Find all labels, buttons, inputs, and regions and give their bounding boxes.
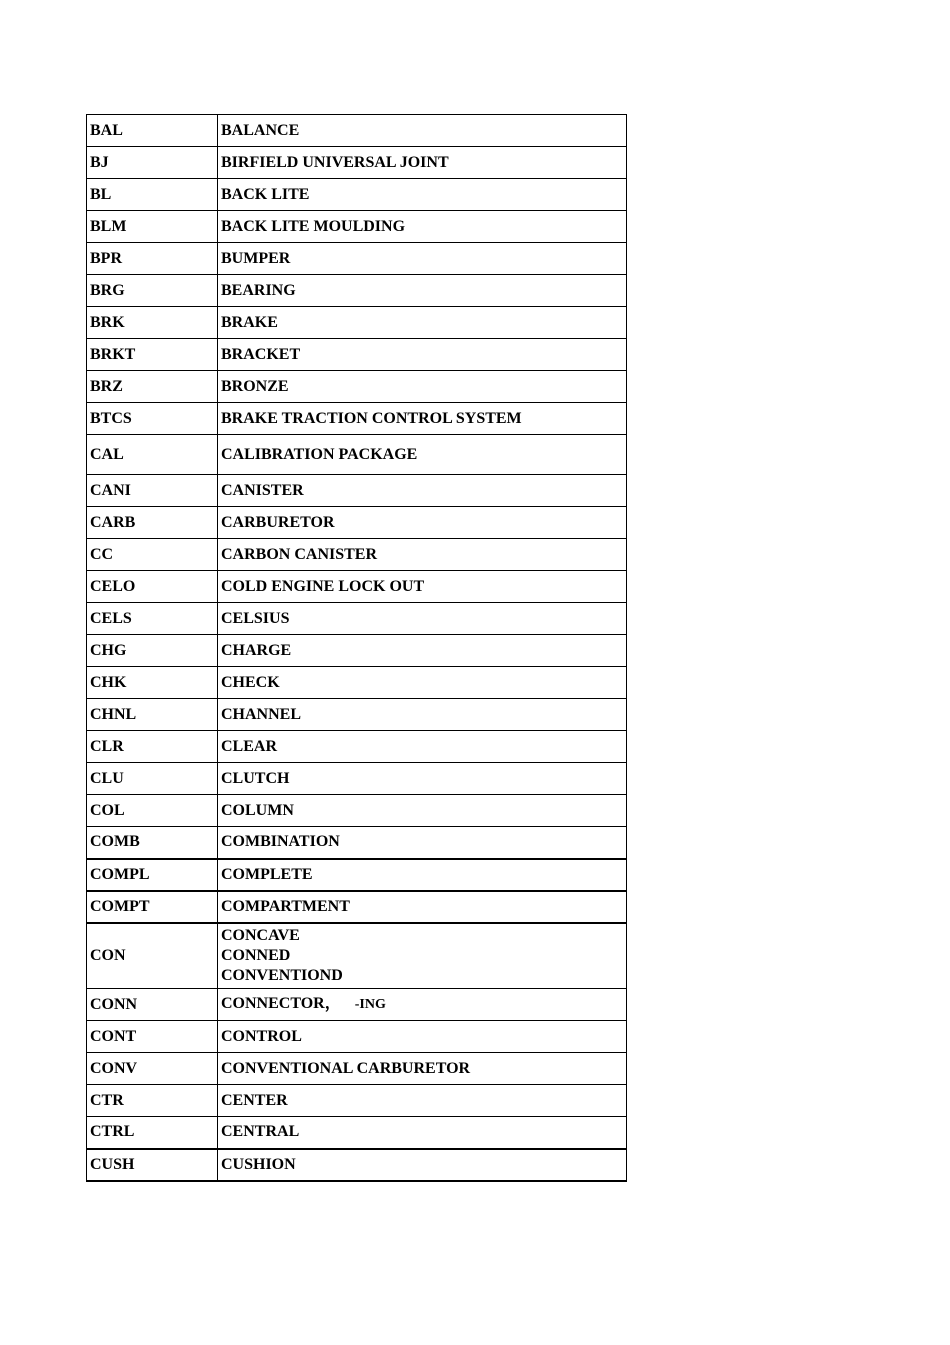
abbreviation-cell: BRK [87,307,218,339]
meaning-line: CONNECTOR， [221,995,341,1012]
meaning-cell [218,307,627,339]
abbreviation-cell: BL [87,179,218,211]
table-row [87,989,627,1021]
table-row [87,147,627,179]
abbreviation-cell: BLM [87,211,218,243]
abbreviation-cell: CONT [87,1021,218,1053]
table-row [87,243,627,275]
abbreviation-cell: CTRL [87,1117,218,1149]
meaning-cell [218,211,627,243]
abbreviation-cell: COMB [87,827,218,859]
table-row [87,1149,627,1181]
meaning-line: COLUMN [221,801,294,819]
table-row [87,275,627,307]
meaning-line: CARBURETOR [221,513,335,531]
meaning-line: CENTRAL [221,1123,300,1141]
meaning-line: CONVENTIOND [221,966,343,984]
table-row [87,1117,627,1149]
table-row [87,1021,627,1053]
meaning-line: BRAKE [221,313,278,331]
meaning-line: CONCAVE [221,926,300,944]
table-row [87,603,627,635]
meaning-line: CHANNEL [221,705,302,723]
meaning-cell [218,1117,627,1149]
abbreviation-cell: BAL [87,115,218,147]
meaning-line: COMBINATION [221,833,340,851]
abbreviation-cell: BPR [87,243,218,275]
meaning-cell [218,339,627,371]
meaning-line: BIRFIELD UNIVERSAL JOINT [221,153,449,171]
abbreviation-table [86,114,627,1182]
table-row [87,211,627,243]
table-row [87,539,627,571]
meaning-line: BRAKE TRACTION CONTROL SYSTEM [221,409,522,427]
meaning-line: CHARGE [221,641,292,659]
meaning-line: BACK LITE [221,185,310,203]
meaning-cell [218,635,627,667]
meaning-cell [218,243,627,275]
meaning-line: CANISTER [221,481,304,499]
meaning-cell [218,371,627,403]
abbreviation-cell: BJ [87,147,218,179]
meaning-cell [218,667,627,699]
meaning-cell [218,923,627,989]
table-row [87,507,627,539]
meaning-cell [218,179,627,211]
meaning-cell [218,1149,627,1181]
table-row [87,859,627,891]
meaning-cell [218,731,627,763]
table-row [87,699,627,731]
meaning-line: COMPARTMENT [221,897,350,915]
meaning-cell [218,475,627,507]
meaning-cell [218,763,627,795]
table-row [87,179,627,211]
meaning-line: COMPLETE [221,865,313,883]
abbreviation-cell: COMPT [87,891,218,923]
meaning-line: CHECK [221,673,280,691]
table-row [87,571,627,603]
meaning-cell [218,435,627,475]
abbreviation-cell: BRKT [87,339,218,371]
meaning-cell [218,1085,627,1117]
meaning-cell [218,891,627,923]
meaning-cell [218,1021,627,1053]
table-row [87,731,627,763]
meaning-cell [218,989,627,1021]
abbreviation-cell: CARB [87,507,218,539]
table-row [87,371,627,403]
abbreviation-cell: CTR [87,1085,218,1117]
abbreviation-cell: CHG [87,635,218,667]
meaning-line: BUMPER [221,249,291,267]
table-row [87,635,627,667]
abbreviation-cell: CELO [87,571,218,603]
meaning-cell [218,275,627,307]
abbreviation-cell: CANI [87,475,218,507]
table-row [87,403,627,435]
table-row [87,827,627,859]
table-row [87,1085,627,1117]
meaning-line: CELSIUS [221,609,290,627]
abbreviation-cell: BTCS [87,403,218,435]
meaning-cell [218,827,627,859]
meaning-suffix: -ING [354,997,386,1012]
table-row [87,435,627,475]
meaning-cell [218,571,627,603]
meaning-cell [218,795,627,827]
abbreviation-cell: CAL [87,435,218,475]
abbreviation-cell: COMPL [87,859,218,891]
table-row [87,115,627,147]
meaning-line: CUSHION [221,1155,296,1173]
meaning-line: CLEAR [221,737,278,755]
table-row [87,475,627,507]
abbreviation-table-body [87,115,627,1181]
meaning-line: CONNED [221,946,291,964]
abbreviation-cell: CHK [87,667,218,699]
meaning-line: CALIBRATION PACKAGE [221,445,418,463]
abbreviation-cell: CONN [87,989,218,1021]
meaning-line: BRACKET [221,345,301,363]
meaning-line: BACK LITE MOULDING [221,217,406,235]
meaning-line: CONVENTIONAL CARBURETOR [221,1059,471,1077]
meaning-cell [218,147,627,179]
meaning-cell [218,603,627,635]
abbreviation-cell: CELS [87,603,218,635]
table-row [87,1053,627,1085]
meaning-cell [218,699,627,731]
meaning-line: BRONZE [221,377,289,395]
table-row [87,923,627,989]
meaning-line: COLD ENGINE LOCK OUT [221,577,425,595]
meaning-cell [218,1053,627,1085]
table-row [87,307,627,339]
table-row [87,339,627,371]
abbreviation-cell: BRG [87,275,218,307]
abbreviation-cell: CLR [87,731,218,763]
table-row [87,795,627,827]
meaning-line: CLUTCH [221,769,290,787]
meaning-line: CENTER [221,1091,288,1109]
meaning-line: BALANCE [221,121,300,139]
abbreviation-cell: CUSH [87,1149,218,1181]
table-row [87,891,627,923]
meaning-line: CARBON CANISTER [221,545,378,563]
meaning-cell [218,859,627,891]
meaning-line: BEARING [221,281,296,299]
abbreviation-cell: BRZ [87,371,218,403]
abbreviation-cell: CC [87,539,218,571]
meaning-line: CONTROL [221,1027,302,1045]
abbreviation-cell: CONV [87,1053,218,1085]
abbreviation-cell: CON [87,923,218,989]
table-row [87,667,627,699]
meaning-cell [218,403,627,435]
meaning-cell [218,115,627,147]
abbreviation-cell: COL [87,795,218,827]
abbreviation-cell: CLU [87,763,218,795]
meaning-cell [218,539,627,571]
table-row [87,763,627,795]
meaning-cell [218,507,627,539]
abbreviation-cell: CHNL [87,699,218,731]
